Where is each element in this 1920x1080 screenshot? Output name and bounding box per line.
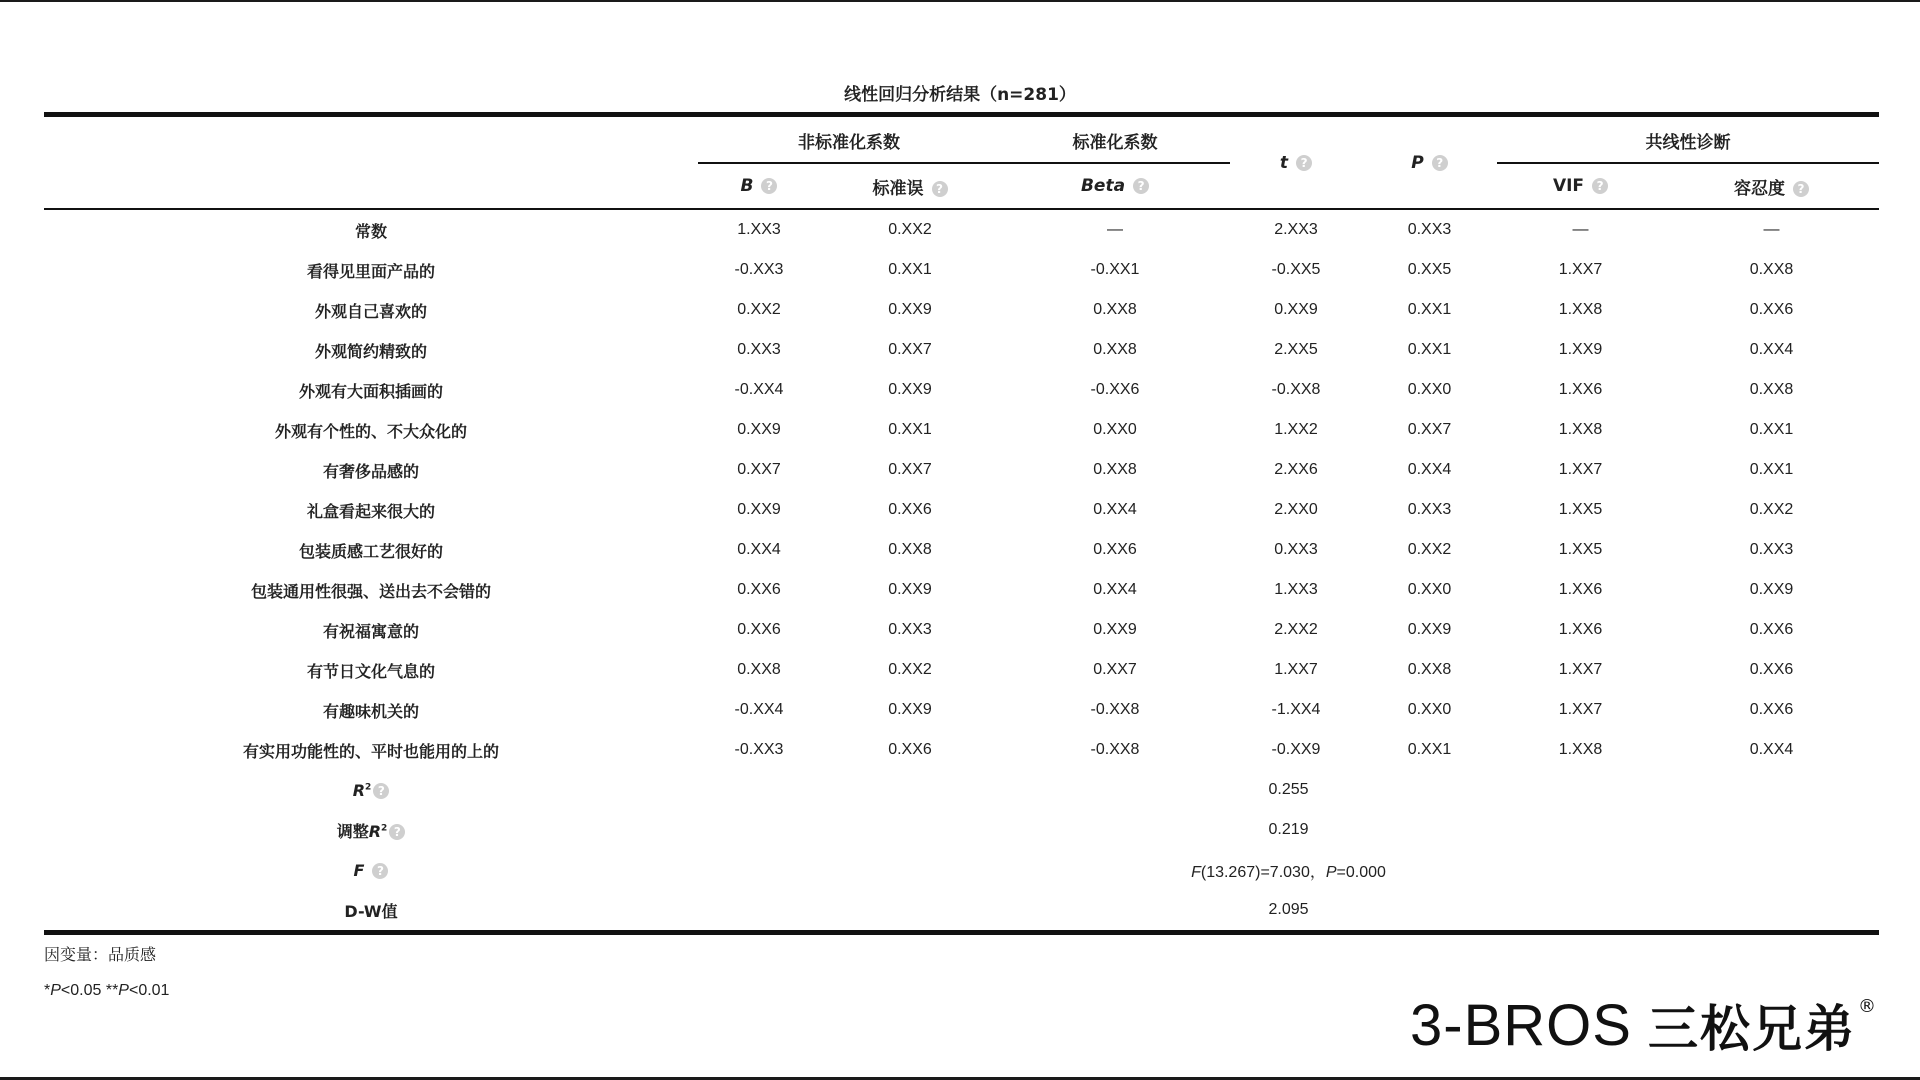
summary-rows	[44, 770, 1879, 933]
cell-beta: -0.XX1	[1090, 261, 1140, 278]
cell-p: 0.XX9	[1407, 621, 1452, 638]
cell-beta: 0.XX4	[1093, 501, 1137, 518]
cell-se: 0.XX2	[888, 661, 932, 678]
cell-b: -0.XX3	[734, 261, 784, 278]
table-row	[44, 690, 1879, 730]
cell-b: 0.XX3	[737, 341, 781, 358]
help-icon[interactable]: ?	[389, 824, 405, 840]
cell-vif: —	[1572, 221, 1589, 238]
header-blank	[44, 115, 698, 210]
cell-t: 1.XX7	[1274, 661, 1318, 678]
row-label: 礼盒看起来很大的	[306, 501, 435, 521]
help-icon[interactable]: ?	[1296, 155, 1312, 171]
table-row	[44, 410, 1879, 450]
cell-se: 0.XX2	[888, 221, 932, 238]
cell-se: 0.XX7	[888, 461, 932, 478]
cell-tol: 0.XX9	[1749, 581, 1794, 598]
cell-tol: 0.XX2	[1749, 501, 1794, 518]
cell-p: 0.XX8	[1407, 661, 1452, 678]
cell-vif: 1.XX6	[1558, 381, 1603, 398]
row-label: 有趣味机关的	[322, 701, 419, 721]
cell-se: 0.XX9	[888, 381, 932, 398]
row-label: 包装质感工艺很好的	[298, 541, 443, 561]
cell-beta: 0.XX8	[1093, 301, 1137, 318]
cell-tol: 0.XX6	[1749, 301, 1794, 318]
r2-value: 0.255	[1268, 781, 1309, 798]
cell-t: -0.XX5	[1271, 261, 1321, 278]
cell-se: 0.XX1	[888, 421, 932, 438]
table-row	[44, 290, 1879, 330]
help-icon[interactable]: ?	[932, 181, 948, 197]
cell-t: 0.XX9	[1274, 301, 1318, 318]
cell-se: 0.XX6	[888, 501, 932, 518]
help-icon[interactable]: ?	[761, 178, 777, 194]
cell-vif: 1.XX7	[1558, 261, 1603, 278]
help-icon[interactable]: ?	[1432, 155, 1448, 171]
cell-se: 0.XX9	[888, 581, 932, 598]
cell-p: 0.XX5	[1407, 261, 1452, 278]
cell-p: 0.XX1	[1407, 301, 1452, 318]
cell-b: 0.XX6	[737, 621, 781, 638]
cell-tol: 0.XX6	[1749, 621, 1794, 638]
cell-tol: 0.XX1	[1749, 461, 1794, 478]
cell-p: 0.XX0	[1407, 701, 1452, 718]
dw-value: 2.095	[698, 890, 1879, 933]
std-underline	[1000, 162, 1230, 164]
row-label: 外观有大面积插画的	[298, 381, 443, 401]
cell-b: -0.XX3	[734, 741, 784, 758]
cell-t: -0.XX8	[1271, 381, 1321, 398]
header-t: t ?	[1230, 115, 1362, 210]
cell-tol: 0.XX8	[1749, 261, 1794, 278]
cell-b: 0.XX7	[737, 461, 781, 478]
cell-b: 0.XX2	[737, 301, 781, 318]
cell-tol: 0.XX4	[1749, 341, 1794, 358]
row-label: 有奢侈品感的	[322, 461, 419, 481]
help-icon[interactable]: ?	[1133, 178, 1149, 194]
cell-p: 0.XX0	[1407, 381, 1452, 398]
table-title: 线性回归分析结果（n=281）	[844, 85, 1076, 105]
cell-se: 0.XX9	[888, 701, 932, 718]
cell-tol: 0.XX8	[1749, 381, 1794, 398]
cell-vif: 1.XX8	[1558, 741, 1603, 758]
brand-logo	[1410, 990, 1900, 1060]
adj-r2-label: 调整$R^2$ ?	[44, 810, 698, 850]
cell-tol: 0.XX4	[1749, 741, 1794, 758]
cell-vif: 1.XX8	[1558, 421, 1603, 438]
header-standardized: 标准化系数	[1000, 115, 1230, 165]
cell-t: 2.XX3	[1274, 221, 1318, 238]
unstd-underline	[698, 162, 1000, 164]
help-icon[interactable]: ?	[1592, 178, 1608, 194]
row-label: 外观简约精致的	[314, 341, 427, 361]
row-label: 有实用功能性的、平时也能用的上的	[242, 741, 499, 761]
cell-p: 0.XX3	[1407, 221, 1452, 238]
cell-t: 2.XX6	[1274, 461, 1318, 478]
table-row	[44, 330, 1879, 370]
table-row	[44, 650, 1879, 690]
cell-tol: 0.XX6	[1749, 701, 1794, 718]
cell-b: 0.XX9	[737, 421, 781, 438]
cell-vif: 1.XX9	[1558, 341, 1603, 358]
table-row	[44, 610, 1879, 650]
cell-b: 0.XX6	[737, 581, 781, 598]
header-unstandardized: 非标准化系数	[698, 115, 1000, 165]
cell-b: -0.XX4	[734, 701, 784, 718]
cell-beta: -0.XX8	[1090, 741, 1140, 758]
cell-tol: —	[1763, 221, 1780, 238]
f-value: F(13.267)=7.030，P=0.000	[1191, 863, 1386, 881]
cell-b: 0.XX9	[737, 501, 781, 518]
regression-table	[44, 112, 1879, 935]
cell-se: 0.XX9	[888, 301, 932, 318]
cell-se: 0.XX3	[888, 621, 932, 638]
cell-se: 0.XX1	[888, 261, 932, 278]
adj-r2-value: 0.219	[1268, 821, 1309, 838]
cell-vif: 1.XX7	[1558, 701, 1603, 718]
cell-b: 1.XX3	[737, 221, 781, 238]
table-row	[44, 450, 1879, 490]
row-label: 看得见里面产品的	[306, 261, 435, 281]
table-row	[44, 209, 1879, 250]
row-label: 外观有个性的、不大众化的	[274, 421, 467, 441]
brand-cn: 三松兄弟	[1647, 1000, 1856, 1058]
cell-beta: —	[1107, 221, 1123, 238]
cell-tol: 0.XX3	[1749, 541, 1794, 558]
r2-label: $R^2$ ?	[44, 770, 698, 810]
help-icon[interactable]: ?	[372, 863, 388, 879]
cell-p: 0.XX0	[1407, 581, 1452, 598]
cell-beta: 0.XX9	[1093, 621, 1137, 638]
cell-beta: -0.XX6	[1090, 381, 1140, 398]
table-row	[44, 370, 1879, 410]
cell-vif: 1.XX7	[1558, 661, 1603, 678]
header-se: 标准误 ?	[820, 164, 1000, 209]
help-icon[interactable]: ?	[373, 783, 389, 799]
cell-p: 0.XX3	[1407, 501, 1452, 518]
row-label: 包装通用性很强、送出去不会错的	[250, 581, 491, 601]
summary-row-r2	[44, 770, 1879, 810]
row-label: 有节日文化气息的	[306, 661, 435, 681]
cell-t: 2.XX5	[1274, 341, 1318, 358]
cell-b: -0.XX4	[734, 381, 784, 398]
summary-row-adj-r2	[44, 810, 1879, 850]
cell-t: 0.XX3	[1274, 541, 1318, 558]
cell-vif: 1.XX8	[1558, 301, 1603, 318]
cell-beta: 0.XX7	[1093, 661, 1137, 678]
cell-beta: 0.XX8	[1093, 461, 1137, 478]
dw-label: D-W值	[44, 890, 698, 933]
header-collinearity: 共线性诊断	[1497, 115, 1879, 165]
header-beta: Beta ?	[1000, 164, 1230, 209]
top-edge-line	[0, 0, 1920, 2]
cell-se: 0.XX8	[888, 541, 932, 558]
cell-vif: 1.XX5	[1558, 501, 1603, 518]
cell-vif: 1.XX6	[1558, 581, 1603, 598]
row-label: 外观自己喜欢的	[314, 301, 427, 321]
cell-t: 2.XX0	[1274, 501, 1318, 518]
cell-vif: 1.XX7	[1558, 461, 1603, 478]
cell-b: 0.XX8	[737, 661, 781, 678]
cell-t: 1.XX3	[1274, 581, 1318, 598]
cell-beta: 0.XX4	[1093, 581, 1137, 598]
dependent-variable-note: 因变量：品质感	[44, 945, 157, 964]
cell-se: 0.XX7	[888, 341, 932, 358]
cell-b: 0.XX4	[737, 541, 781, 558]
row-label: 有祝福寓意的	[322, 621, 419, 641]
table-row	[44, 570, 1879, 610]
cell-tol: 0.XX6	[1749, 661, 1794, 678]
cell-vif: 1.XX6	[1558, 621, 1603, 638]
cell-p: 0.XX1	[1407, 741, 1452, 758]
cell-p: 0.XX1	[1407, 341, 1452, 358]
coefficient-rows	[44, 209, 1879, 770]
row-label: 常数	[354, 221, 387, 241]
brand-en: 3-BROS	[1410, 992, 1632, 1058]
cell-tol: 0.XX1	[1749, 421, 1794, 438]
cell-beta: 0.XX0	[1093, 421, 1137, 438]
cell-t: 2.XX2	[1274, 621, 1318, 638]
cell-beta: 0.XX8	[1093, 341, 1137, 358]
header-p: P ?	[1362, 115, 1497, 210]
summary-row-f	[44, 850, 1879, 890]
help-icon[interactable]: ?	[1793, 181, 1809, 197]
header-b: B ?	[698, 164, 820, 209]
cell-beta: 0.XX6	[1093, 541, 1137, 558]
header-vif: VIF ?	[1497, 164, 1664, 209]
table-row	[44, 730, 1879, 770]
collin-underline	[1497, 162, 1879, 164]
summary-row-dw	[44, 890, 1879, 933]
cell-t: -1.XX4	[1271, 701, 1321, 718]
cell-p: 0.XX2	[1407, 541, 1452, 558]
cell-p: 0.XX4	[1407, 461, 1452, 478]
header-row-groups	[44, 115, 1879, 165]
significance-note: *P<0.05 **P<0.01	[44, 982, 170, 999]
table-row	[44, 490, 1879, 530]
table-row	[44, 250, 1879, 290]
cell-se: 0.XX6	[888, 741, 932, 758]
cell-beta: -0.XX8	[1090, 701, 1140, 718]
registered-mark: ®	[1857, 996, 1876, 1017]
header-tolerance: 容忍度 ?	[1664, 164, 1879, 209]
cell-vif: 1.XX5	[1558, 541, 1603, 558]
table-row	[44, 530, 1879, 570]
cell-t: -0.XX9	[1271, 741, 1321, 758]
cell-p: 0.XX7	[1407, 421, 1452, 438]
cell-t: 1.XX2	[1274, 421, 1318, 438]
f-label: F ?	[44, 850, 698, 890]
